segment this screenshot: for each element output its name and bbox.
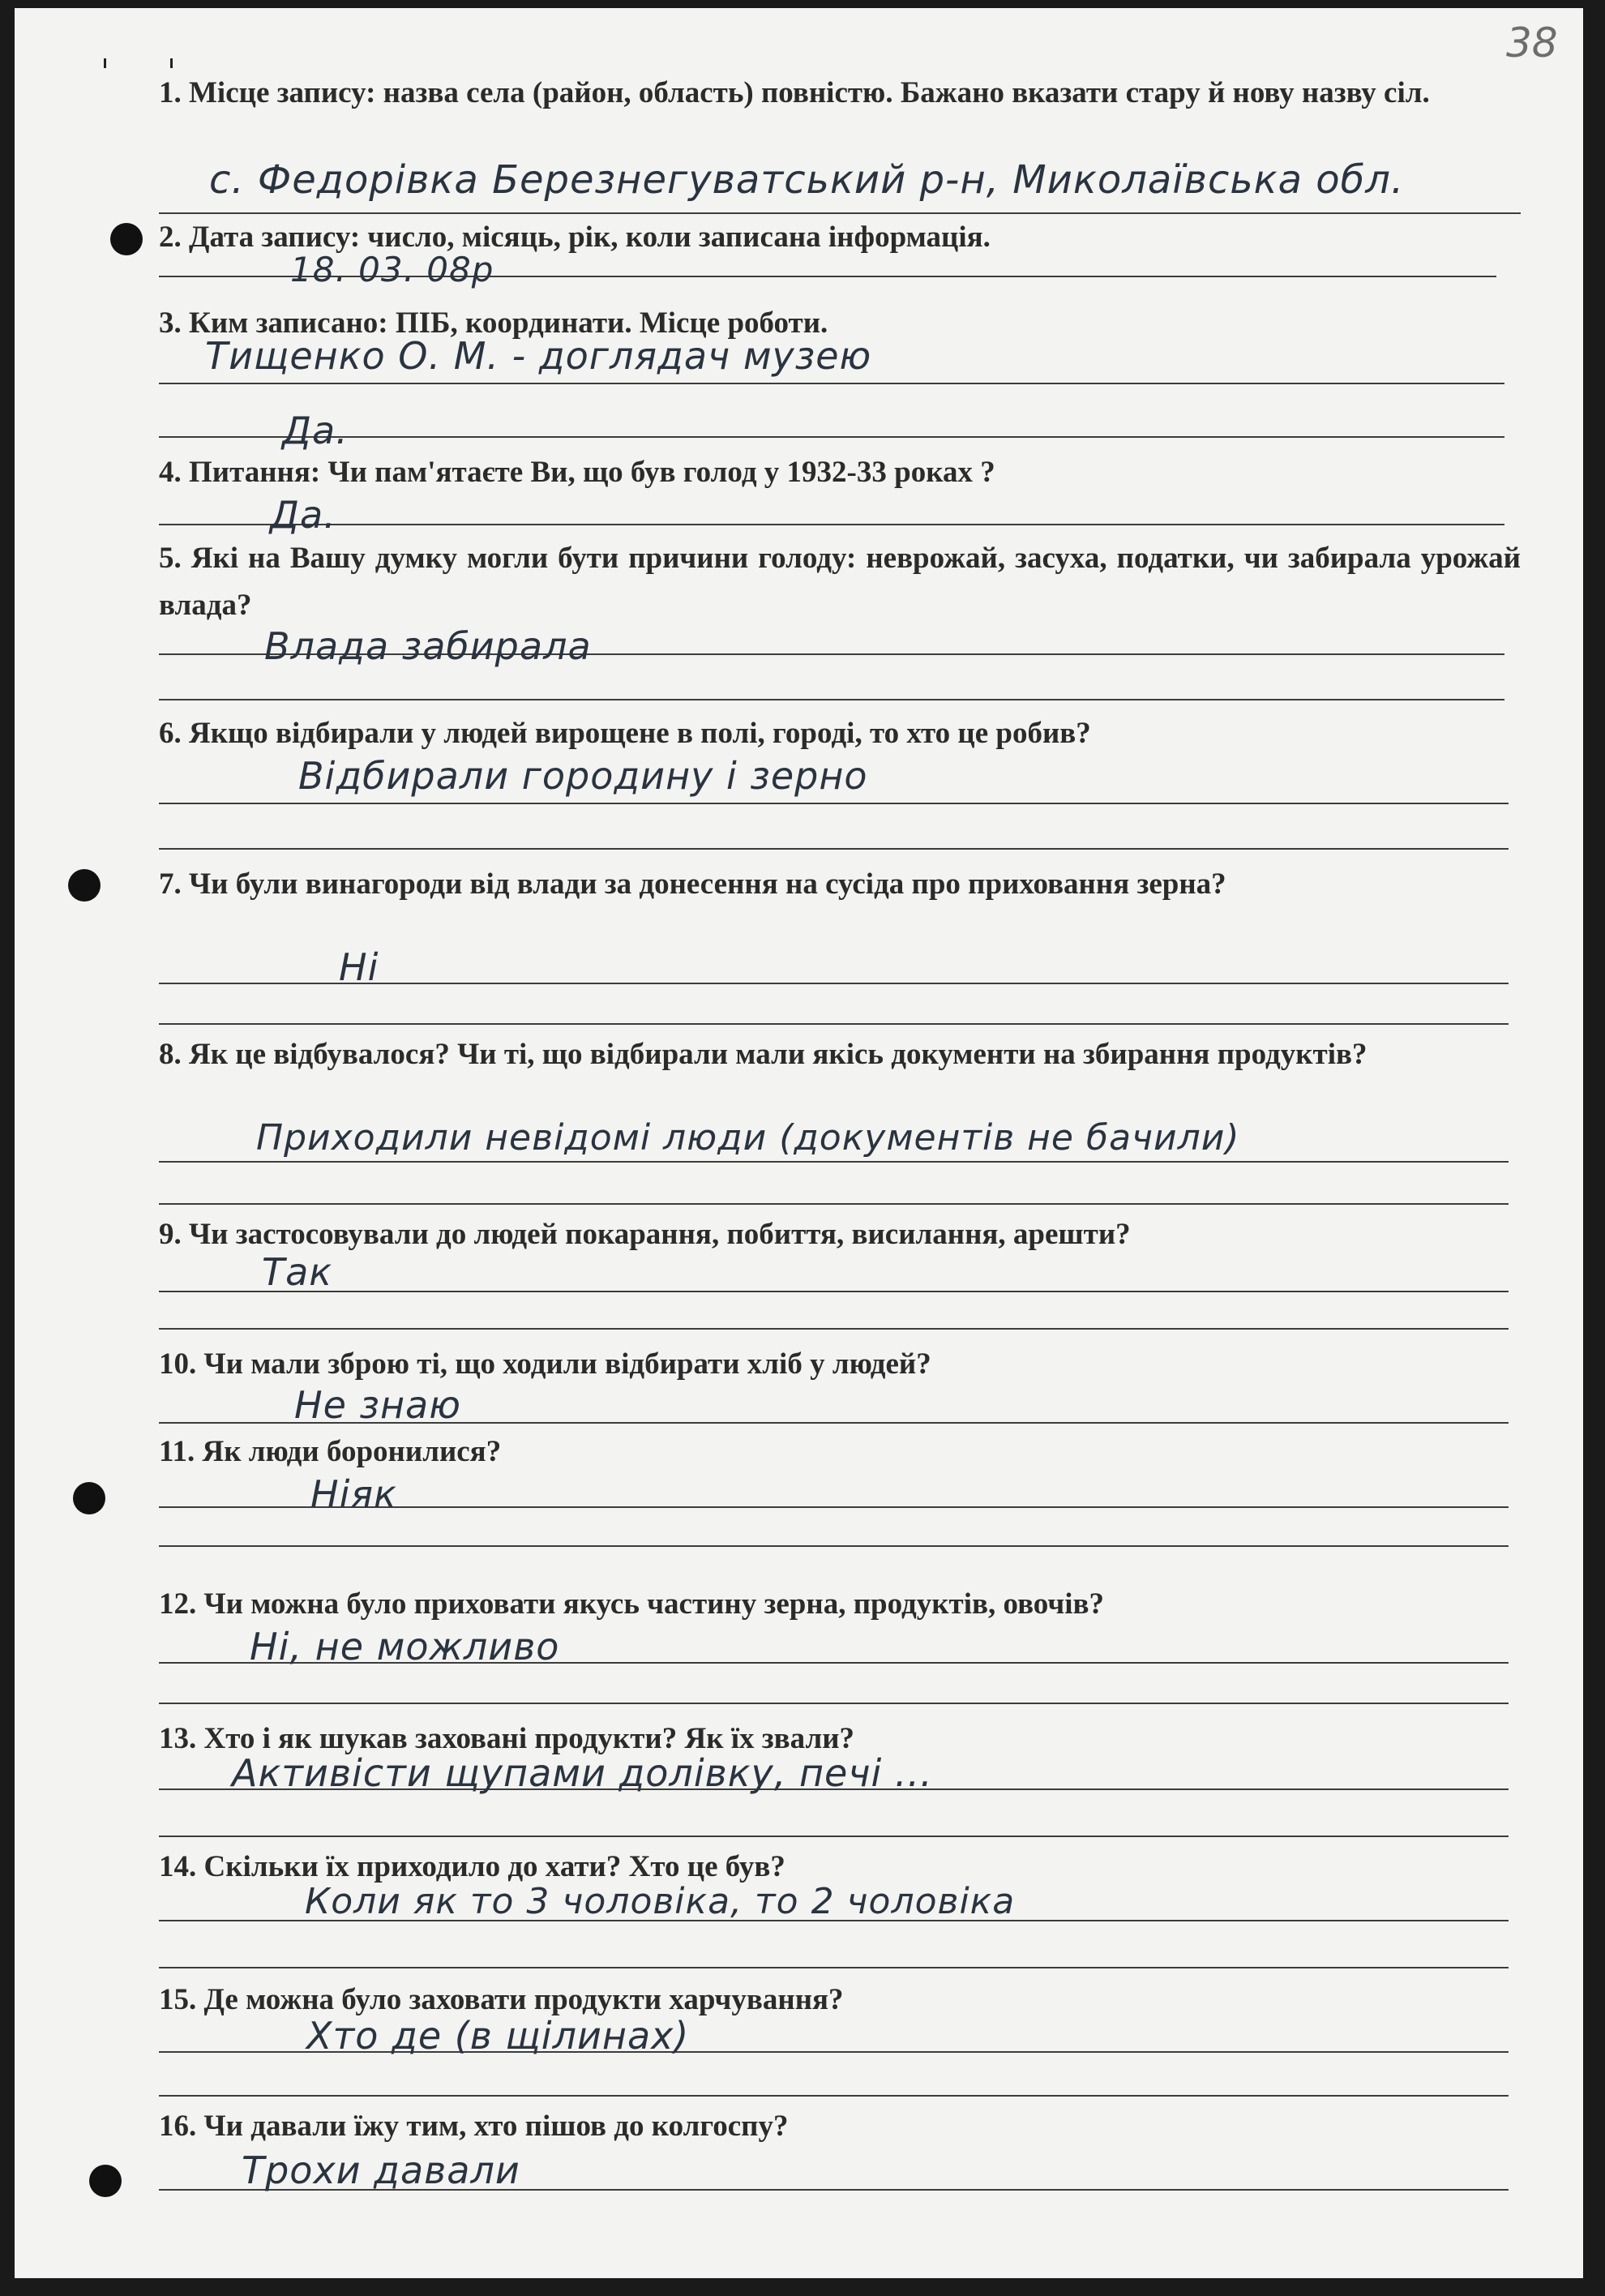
question-text: Як це відбувалося? Чи ті, що відбирали мали якісь документи на збирання продуктів? [189,1038,1367,1071]
question-6 [159,710,1521,757]
question-text: Як люди боронилися? [202,1435,502,1468]
questionnaire-page [15,8,1583,2278]
question-number: 9. [159,1218,182,1251]
question-number: 11. [159,1435,195,1468]
question-number: 1. [159,76,182,109]
question-text: Скільки їх приходило до хати? Хто це був? [203,1850,785,1883]
answer-text: Ні [339,945,379,989]
answer-line [159,1836,1509,1837]
question-number: 16. [159,2110,197,2143]
answer-line [159,524,1504,525]
answer-text: Да. [270,493,336,537]
question-text: Питання: Чи пам'ятаєте Ви, що був голод у 1932-33 роках ? [189,456,995,489]
answer-line [159,1291,1509,1292]
question-number: 14. [159,1850,197,1883]
question-9 [159,1211,1521,1258]
question-text: Ким записано: ПІБ, координати. Місце роботи. [189,306,828,340]
answer-line [159,803,1509,804]
answer-text: Так [262,1250,333,1294]
answer-text: Відбирали городину і зерно [298,754,868,798]
answer-text: Ні, не можливо [250,1625,560,1668]
question-11 [159,1429,1521,1476]
scan-mark [104,58,106,68]
page-number: 38 [1506,19,1558,66]
question-text: Якщо відбирали у людей вирощене в полі, городі, то хто це робив? [189,717,1091,750]
answer-line [159,1545,1509,1547]
scan-mark [170,58,173,68]
question-4 [159,449,1521,496]
answer-text: Влада забирала [264,624,592,668]
answer-line [159,848,1509,850]
punch-hole [110,223,143,255]
question-text: Які на Вашу думку могли бути причини голоду: неврожай, засуха, податки, чи забирала урожай влада? [159,542,1522,622]
answer-line [159,436,1504,438]
question-number: 8. [159,1038,182,1071]
answer-text: Не знаю [294,1383,461,1427]
answer-text: с. Федорівка Березнегуватський р-н, Миколаївська обл. [209,157,1405,203]
question-text: Місце запису: назва села (район, область) повністю. Бажано вказати стару й нову назву сіл. [189,76,1430,109]
answer-text: Коли як то 3 чоловіка, то 2 чоловіка [305,1881,1016,1922]
question-number: 12. [159,1587,197,1621]
question-1 [159,70,1521,117]
answer-text: Да. [282,409,349,452]
question-number: 10. [159,1347,197,1381]
answer-line [159,383,1504,384]
answer-text: Хто де (в щілинах) [306,2014,690,2058]
question-text: Чи можна було приховати якусь частину зерна, продуктів, овочів? [203,1587,1104,1621]
question-12 [159,1581,1521,1628]
answer-line [159,1328,1509,1330]
answer-line [159,1967,1509,1968]
punch-hole [73,1482,105,1514]
answer-text: Трохи давали [242,2148,520,2192]
question-10 [159,1341,1521,1388]
question-number: 15. [159,1983,197,2016]
question-text: Чи були винагороди від влади за донесення на сусіда про приховання зерна? [189,867,1226,901]
question-text: Чи мали зброю ті, що ходили відбирати хліб у людей? [203,1347,931,1381]
question-number: 4. [159,456,182,489]
question-number: 6. [159,717,182,750]
answer-line [159,1023,1509,1025]
answer-text: Активісти щупами долівку, печі ... [232,1751,933,1795]
answer-text: Ніяк [310,1472,397,1516]
question-number: 2. [159,221,182,254]
question-8 [159,1031,1521,1078]
question-number: 7. [159,867,182,901]
question-text: Чи давали їжу тим, хто пішов до колгоспу? [203,2110,789,2143]
answer-line [159,1161,1509,1163]
punch-hole [89,2165,122,2197]
answer-line [159,1203,1509,1205]
punch-hole [68,869,101,902]
answer-text: 18. 03. 08р [290,250,494,289]
question-number: 3. [159,306,182,340]
question-16 [159,2103,1521,2150]
question-text: Де можна було заховати продукти харчування? [203,1983,844,2016]
question-7 [159,861,1521,908]
question-number: 5. [159,542,182,575]
answer-text: Приходили невідомі люди (документів не бачили) [256,1117,1240,1159]
question-text: Хто і як шукав заховані продукти? Як їх звали? [203,1722,855,1755]
answer-line [159,2095,1509,2097]
answer-line [159,699,1504,700]
answer-text: Тищенко О. М. - доглядач музею [205,334,872,378]
question-text: Чи застосовували до людей покарання, побиття, висилання, арешти? [189,1218,1131,1251]
question-number: 13. [159,1722,197,1755]
question-text: Дата запису: число, місяць, рік, коли записана інформація. [189,221,991,254]
question-5 [159,535,1521,629]
answer-line [159,1703,1509,1704]
